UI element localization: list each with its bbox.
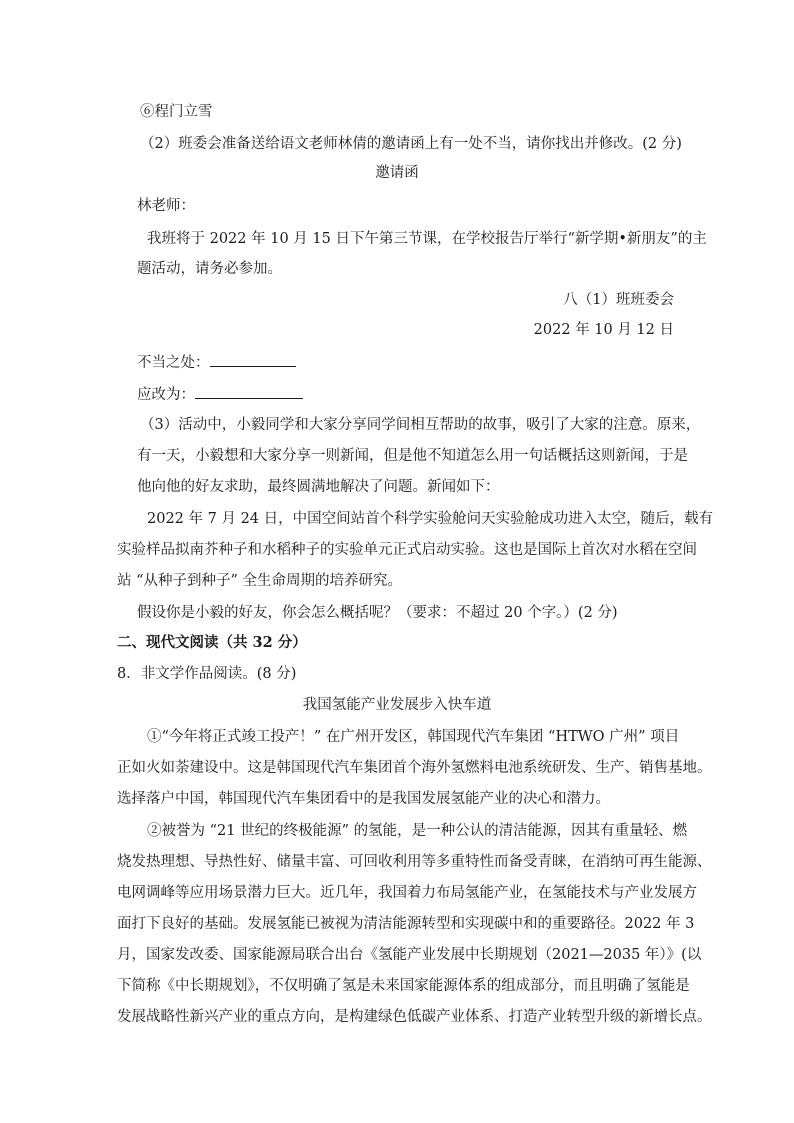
section-heading: 二、现代文阅读（共 32 分）: [117, 634, 307, 651]
paragraph-1-line-3: 选择落户中国，韩国现代汽车集团看中的是我国发展氢能产业的决心和潜力。: [117, 791, 610, 807]
letter-signature: 八（1）班班委会: [563, 292, 674, 308]
question-ask: 假设你是小毅的好友，你会怎么概括呢？（要求：不超过 20 个字。）(2 分): [137, 605, 618, 621]
question-part-2: （2）班委会准备送给语文老师林倩的邀请函上有一处不当，请你找出并修改。(2 分): [140, 136, 682, 152]
letter-title: 邀请函: [375, 165, 419, 181]
news-line-2: 实验样品拟南芥种子和水稻种子的实验单元正式启动实验。这也是国际上首次对水稻在空间: [117, 542, 697, 558]
letter-body-line-1: 我班将于 2022 年 10 月 15 日下午第三节课，在学校报告厅举行“新学期•新朋友”的主: [147, 231, 707, 247]
letter-body-line-2: 题活动，请务必参加。: [137, 261, 282, 277]
paragraph-2-line-5: 月，国家发改委、国家能源局联合出台《氢能产业发展中长期规划（2021—2035 年）》(以: [117, 947, 702, 963]
answer-blank[interactable]: [195, 384, 303, 399]
paragraph-1-line-1: ①“今年将正式竣工投产！” 在广州开发区，韩国现代汽车集团 “HTWO 广州” 项目: [147, 729, 680, 745]
question-part-3-line-2: 有一天，小毅想和大家分享一则新闻，但是他不知道怎么用一句话概括这则新闻，于是: [137, 448, 688, 464]
letter-date: 2022 年 10 月 12 日: [533, 322, 674, 338]
paragraph-2-line-2: 烧发热理想、导热性好、储量丰富、可回收利用等多重特性而备受青睐，在消纳可再生能源、: [117, 854, 712, 870]
paragraph-2-line-3: 电网调峰等应用场景潜力巨大。近几年，我国着力布局氢能产业，在氢能技术与产业发展方: [117, 885, 697, 901]
news-line-3: 站 “从种子到种子” 全生命周期的培养研究。: [117, 573, 403, 589]
question-8: 8．非文学作品阅读。(8 分): [117, 666, 297, 682]
news-line-1: 2022 年 7 月 24 日，中国空间站首个科学实验舱问天实验舱成功进入太空，随后，载有: [147, 511, 714, 527]
fill-blank-label: 应改为：: [137, 387, 195, 403]
paragraph-1-line-2: 正如火如荼建设中。这是韩国现代汽车集团首个海外氢燃料电池系统研发、生产、销售基地。: [117, 760, 712, 776]
fill-blank-label: 不当之处：: [137, 355, 210, 371]
paragraph-2-line-1: ②被誉为 “21 世纪的终极能源” 的氢能，是一种公认的清洁能源，因其有重量轻、燃: [147, 823, 688, 839]
paragraph-2-line-4: 面打下良好的基础。发展氢能已被视为清洁能源转型和实现碳中和的重要路径。2022 年 3: [117, 916, 695, 932]
list-item-6: ⑥程门立雪: [140, 104, 213, 120]
question-part-3-line-3: 他向他的好友求助，最终圆满地解决了问题。新闻如下：: [137, 479, 500, 495]
answer-blank[interactable]: [210, 352, 296, 367]
fill-blank-row-2: [137, 384, 303, 405]
paragraph-2-line-7: 发展战略性新兴产业的重点方向，是构建绿色低碳产业体系、打造产业转型升级的新增长点。: [117, 1009, 712, 1025]
fill-blank-row-1: [137, 352, 296, 373]
letter-salutation: 林老师：: [137, 198, 195, 214]
paragraph-2-line-6: 下简称《中长期规划》，不仅明确了氢是未来国家能源体系的组成部分，而且明确了氢能是: [117, 978, 690, 994]
question-part-3-line-1: （3）活动中，小毅同学和大家分享同学间相互帮助的故事，吸引了大家的注意。原来，: [140, 417, 701, 433]
article-title: 我国氢能产业发展步入快车道: [302, 697, 492, 713]
